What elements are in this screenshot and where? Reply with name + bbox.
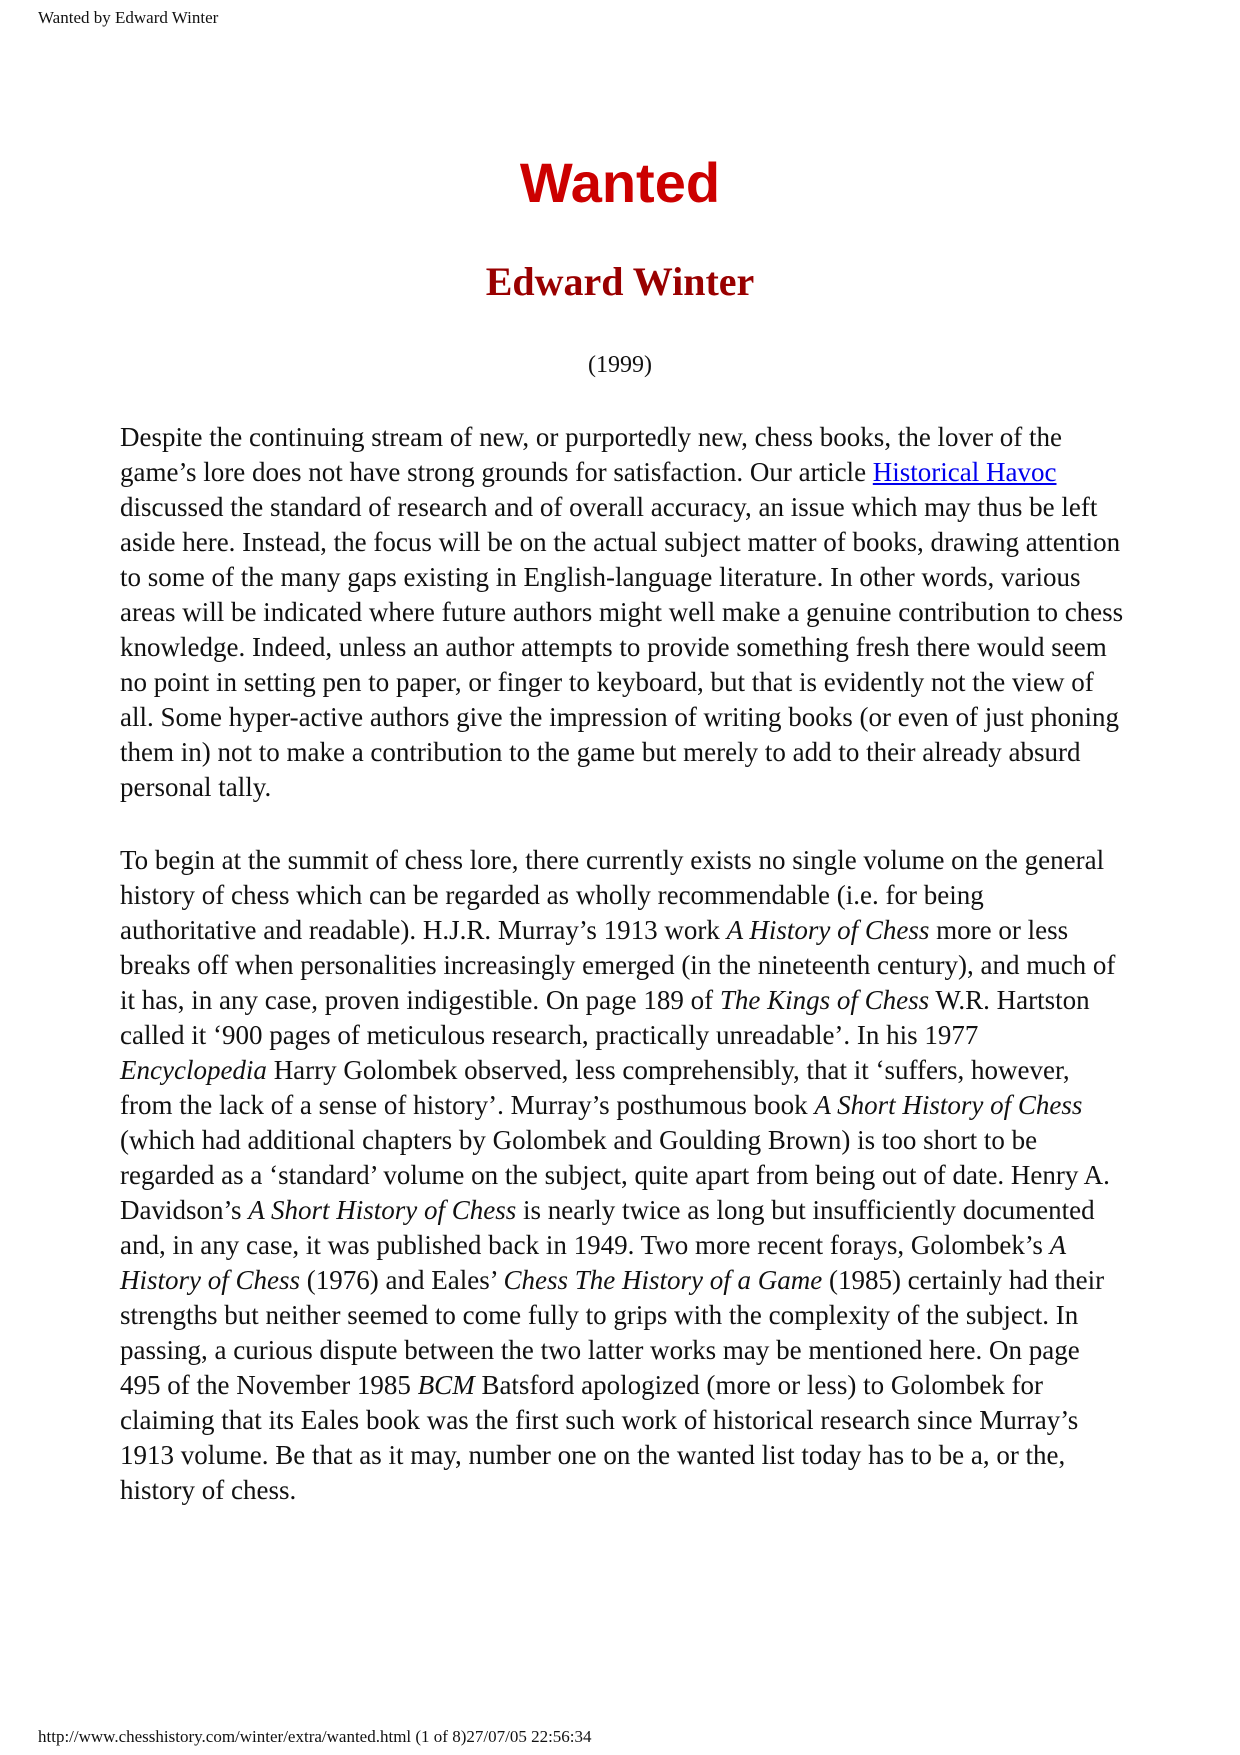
p2-text-7: (1976) and Eales’ [300,1265,504,1295]
p2-text-3: W.R. Hartston called it ‘900 pages of meticulous research, practically unreadable’. In his 1977 [120,985,1090,1050]
article-body [120,420,1125,1546]
p2-text-8: (1985) certainly had their strengths but neither seemed to come fully to grips with the complexity of the subject. In passing, a curious dispute between the two latter works may be mentioned here. On page 495 of the November 1985 [120,1265,1105,1400]
book-title: A History of Chess [120,1230,1066,1295]
paragraph-1 [120,420,1125,805]
book-title: Encyclopedia [120,1055,267,1085]
article-title: Wanted [519,151,721,214]
historical-havoc-link[interactable]: Historical Havoc [872,457,1057,487]
book-title: Chess The History of a Game [503,1265,823,1295]
p2-text-2: more or less breaks off when personalities increasingly emerged (in the nineteenth century), and much of it has, in any case, proven indigestible. On page 189 of [120,915,1116,1015]
p2-text-6: is nearly twice as long but insufficiently documented and, in any case, it was published back in 1949. Two more recent forays, Golombek’s [120,1195,1095,1260]
book-title: A Short History of Chess [248,1195,517,1225]
paragraph-1-text-b: discussed the standard of research and of overall accuracy, an issue which may thus be left aside here. Instead, the focus will be on the actual subject matter of books, drawing attention to some of the many gaps existing in English-language literature. In other words, various areas will be indicated where future authors might well make a genuine contribution to chess knowledge. Indeed, unless an author attempts to provide something fresh there would seem no point in setting pen to paper, or finger to keyboard, but that is evidently not the view of all. Some hyper-active authors give the impression of writing books (or even of just phoning them in) not to make a contribution to the game but merely to add to their already absurd personal tally. [120,492,1124,802]
article-year: (1999) [588,352,652,378]
p2-text-9: Batsford apologized (more or less) to Golombek for claiming that its Eales book was the first such work of historical research since Murray’s 1913 volume. Be that as it may, number one on the wanted list today has to be a, or the, history of chess. [120,1370,1079,1505]
page-header: Wanted by Edward Winter [38,8,219,27]
paragraph-1-text-a: Despite the continuing stream of new, or purportedly new, chess books, the lover of the game’s lore does not have strong grounds for satisfaction. Our article [120,422,1063,487]
book-title: The Kings of Chess [719,985,930,1015]
p2-text-4: Harry Golombek observed, less comprehensibly, that it ‘suffers, however, from the lack of a sense of history’. Murray’s posthumous book [120,1055,1070,1120]
book-title: A Short History of Chess [814,1090,1083,1120]
page-footer: http://www.chesshistory.com/winter/extra/wanted.html (1 of 8)27/07/05 22:56:34 [38,1727,592,1746]
magazine-title: BCM [417,1370,475,1400]
article-author: Edward Winter [485,259,755,304]
p2-text-1: To begin at the summit of chess lore, there currently exists no single volume on the general history of chess which can be regarded as wholly recommendable (i.e. for being authoritative and readable). H.J.R. Murray’s 1913 work [120,845,1105,945]
book-title: A History of Chess [726,915,930,945]
p2-text-5: (which had additional chapters by Golombek and Goulding Brown) is too short to be regarded as a ‘standard’ volume on the subject, quite apart from being out of date. Henry A. Davidson’s [120,1125,1110,1225]
paragraph-2 [120,843,1125,1508]
